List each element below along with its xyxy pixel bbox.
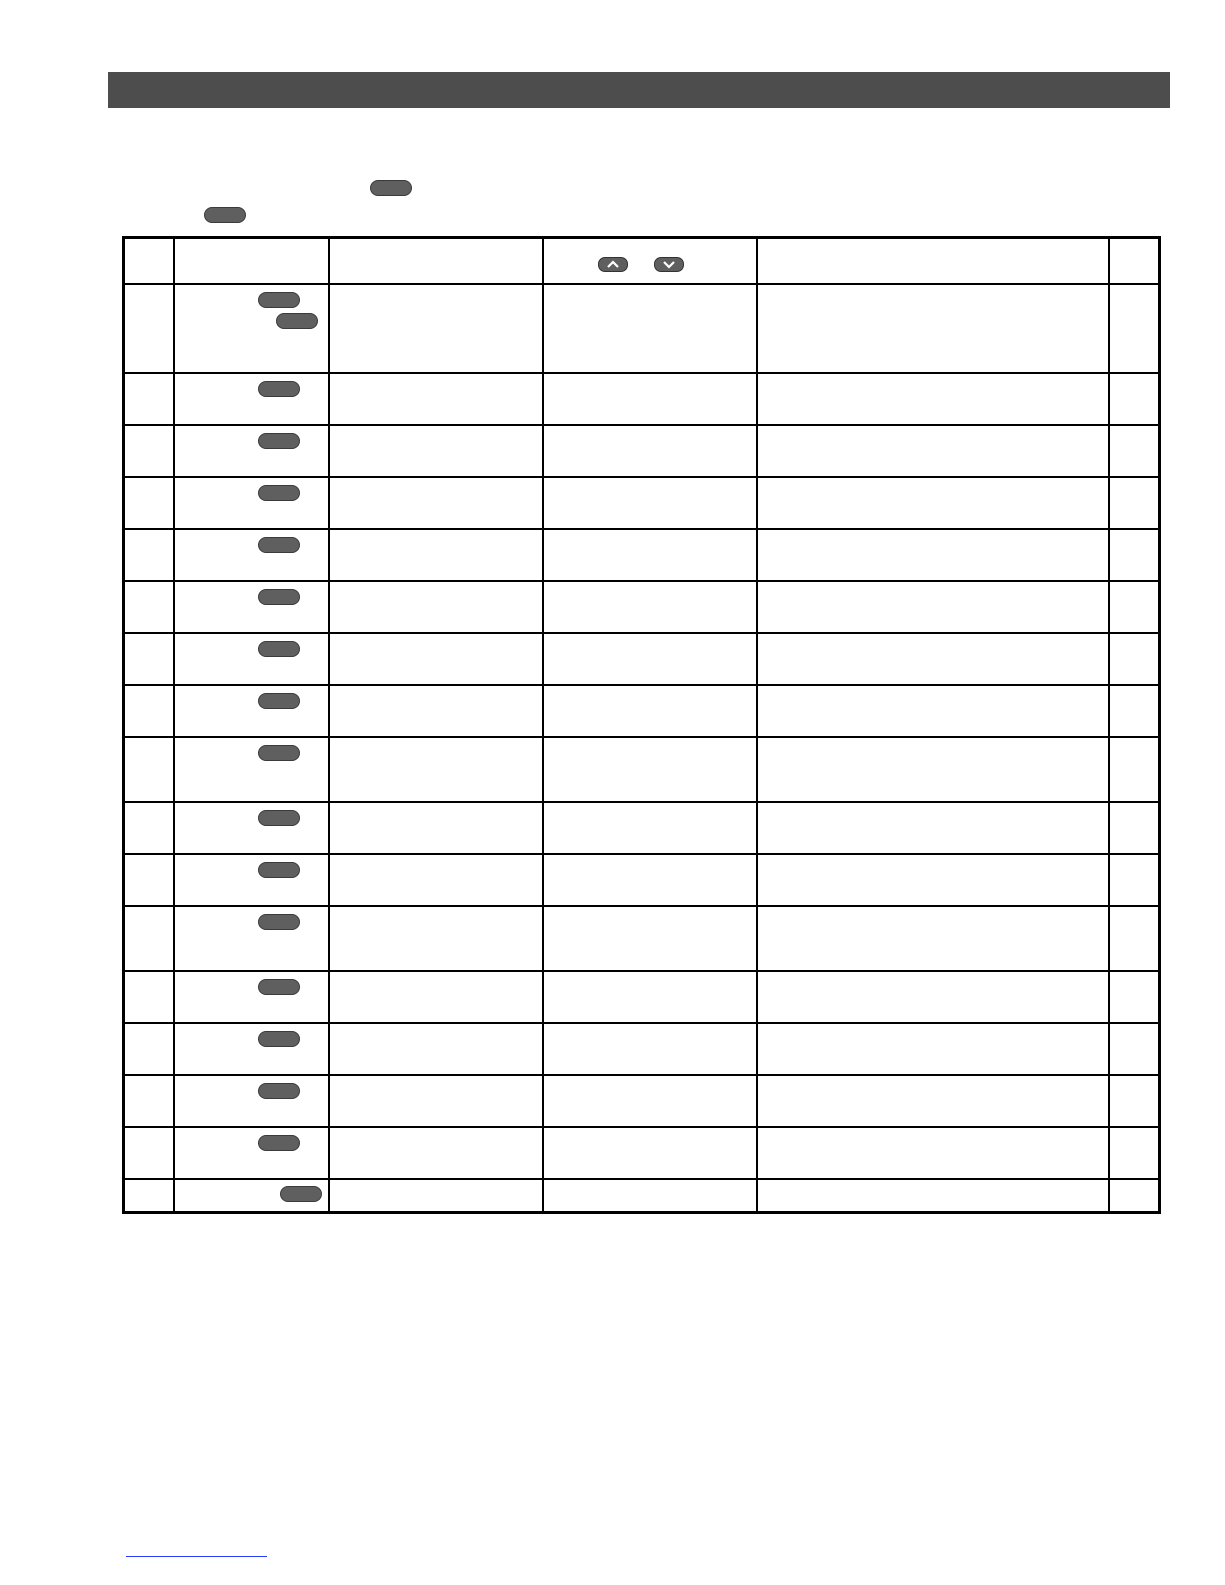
table-row <box>124 529 1160 581</box>
table-row <box>124 685 1160 737</box>
menu-key-icon <box>258 292 300 308</box>
header-cell-range <box>543 238 757 284</box>
menu-key-icon <box>258 1031 300 1047</box>
table-row <box>124 1075 1160 1127</box>
menu-key-icon <box>258 914 300 930</box>
menu-key-icon <box>204 207 246 223</box>
table-row <box>124 581 1160 633</box>
menu-key-icon <box>370 180 412 196</box>
chevron-down-icon <box>654 257 684 272</box>
header-cell-ref <box>1109 238 1160 284</box>
header-cell-no <box>124 238 175 284</box>
chevron-up-icon <box>598 257 628 272</box>
menu-key-icon <box>258 1135 300 1151</box>
menu-key-icon <box>258 433 300 449</box>
table-header-row <box>124 238 1160 284</box>
table-row <box>124 1023 1160 1075</box>
header-cell-item <box>329 238 543 284</box>
table-row <box>124 373 1160 425</box>
table-row <box>124 284 1160 373</box>
menu-key-icon <box>258 589 300 605</box>
menu-key-icon <box>258 979 300 995</box>
menu-key-icon <box>258 693 300 709</box>
table-row <box>124 971 1160 1023</box>
menu-key-icon <box>258 862 300 878</box>
table-row <box>124 802 1160 854</box>
menu-key-icon <box>258 485 300 501</box>
table-row <box>124 477 1160 529</box>
up-down-keys <box>598 257 688 273</box>
menu-key-icon <box>280 1186 322 1202</box>
menu-key-icon <box>258 381 300 397</box>
footer-link-underline[interactable] <box>126 1556 267 1557</box>
table-row <box>124 1179 1160 1213</box>
menu-key-icon <box>258 641 300 657</box>
table-row <box>124 854 1160 906</box>
table-row <box>124 1127 1160 1179</box>
table-row <box>124 425 1160 477</box>
menu-key-icon <box>276 313 318 329</box>
menu-key-icon <box>258 810 300 826</box>
table-row <box>124 906 1160 971</box>
table-row <box>124 633 1160 685</box>
section-header-bar <box>108 72 1170 108</box>
header-cell-key <box>174 238 329 284</box>
header-cell-description <box>757 238 1109 284</box>
menu-key-icon <box>258 745 300 761</box>
menu-key-icon <box>258 1083 300 1099</box>
settings-table <box>122 236 1161 1214</box>
menu-key-icon <box>258 537 300 553</box>
table-row <box>124 737 1160 802</box>
